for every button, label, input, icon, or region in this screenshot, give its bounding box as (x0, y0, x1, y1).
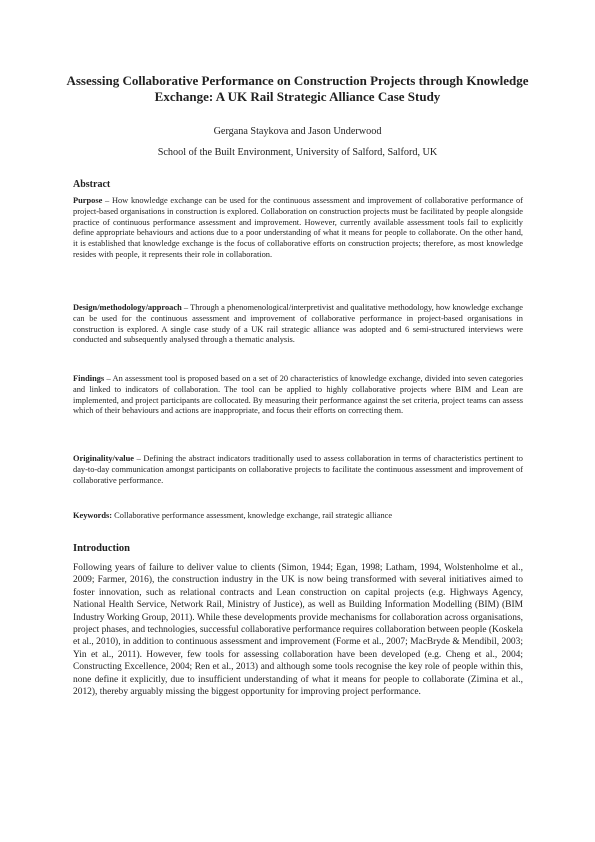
design-text: – Through a phenomenological/interpretivist and qualitative methodology, how knowledge exchange can be used for the continuous assessment and improvement of collaborative performance in project-based organisations in construction is explored. A single case study of a UK rail strategic alliance was adopted and 6 semi-structured interviews were conducted and subsequently analysed through a thematic analysis. (73, 303, 523, 345)
findings-label: Findings (73, 374, 105, 383)
introduction-heading: Introduction (73, 543, 130, 554)
abstract-keywords (73, 511, 523, 522)
purpose-text: – How knowledge exchange can be used for the continuous assessment and improvement of collaborative performance of project-based organisations in construction is explored. Collaboration on construction projects must be facilitated by people alongside practice of continuous performance assessment and improvement. However, currently available assessment tools fail to explicitly define appropriate behaviours and actions due to a poor understanding of what it means for people to collaborate. On the other hand, it is established that knowledge exchange is the focus of collaborative efforts on construction projects; therefore, as most knowledge resides with people, it represents their role in collaboration. (73, 196, 523, 259)
findings-text: – An assessment tool is proposed based on a set of 20 characteristics of knowledge exchange, divided into seven categories and linked to indicators of collaboration. The tool can be applied to highly collaborative projects where BIM and Lean are implemented, and project participants are collocated. By measuring their performance against the set criteria, project teams can assess which of their behaviours and actions are inappropriate, and focus their efforts on correcting them. (73, 374, 523, 416)
abstract-findings (73, 374, 523, 417)
design-label: Design/methodology/approach (73, 303, 182, 312)
abstract-purpose (73, 196, 523, 261)
introduction-paragraph: Following years of failure to deliver value to clients (Simon, 1944; Egan, 1998; Latham, 1994, Wolstenholme et al., 2009; Farmer, 2016), the construction industry in the UK is now being transformed with several initiatives aimed to foster innovation, such as relational contracts and Lean construction on capital projects (e.g. Highways Agency, National Health Service, Network Rail, Ministry of Justice), as well as Building Information Modelling (BIM) (BIM Industry Working Group, 2011). While these developments provide mechanisms for collaboration across organisations, project phases, and technologies, successful collaborative performance requires collaboration between people (Koskela et al., 2010), in addition to continuous assessment and improvement (Forme et al., 2007; MacBryde & Mendibil, 2003; Yin et al., 2011). However, few tools for assessing collaboration have been developed (e.g. Cheng et al., 2004; Constructing Excellence, 2004; Ren et al., 2013) and although some tools recognise the key role of people within this, none define it explicitly, due to insufficient understanding of what it means for people to collaborate (Zimina et al., 2012), thereby arguably missing the biggest opportunity for improving project performance. (73, 563, 523, 698)
abstract-design (73, 303, 523, 346)
originality-label: Originality/value (73, 454, 134, 463)
abstract-originality (73, 454, 523, 486)
keywords-label: Keywords: (73, 511, 113, 520)
originality-text: – Defining the abstract indicators traditionally used to assess collaboration in terms of characteristics pertinent to day-to-day communication amongst participants on collaborative projects to facilitate the continuous assessment and improvement of collaborative performance. (73, 454, 523, 485)
paper-title: Assessing Collaborative Performance on Construction Projects through Knowledge Exchange: A UK Rail Strategic Alliance Case Study (66, 73, 529, 104)
purpose-label: Purpose (73, 196, 103, 205)
abstract-heading: Abstract (73, 179, 111, 190)
author-list: Gergana Staykova and Jason Underwood (213, 126, 382, 137)
affiliation: School of the Built Environment, University of Salford, Salford, UK (157, 147, 438, 158)
keywords-text: Collaborative performance assessment, knowledge exchange, rail strategic alliance (112, 511, 393, 520)
